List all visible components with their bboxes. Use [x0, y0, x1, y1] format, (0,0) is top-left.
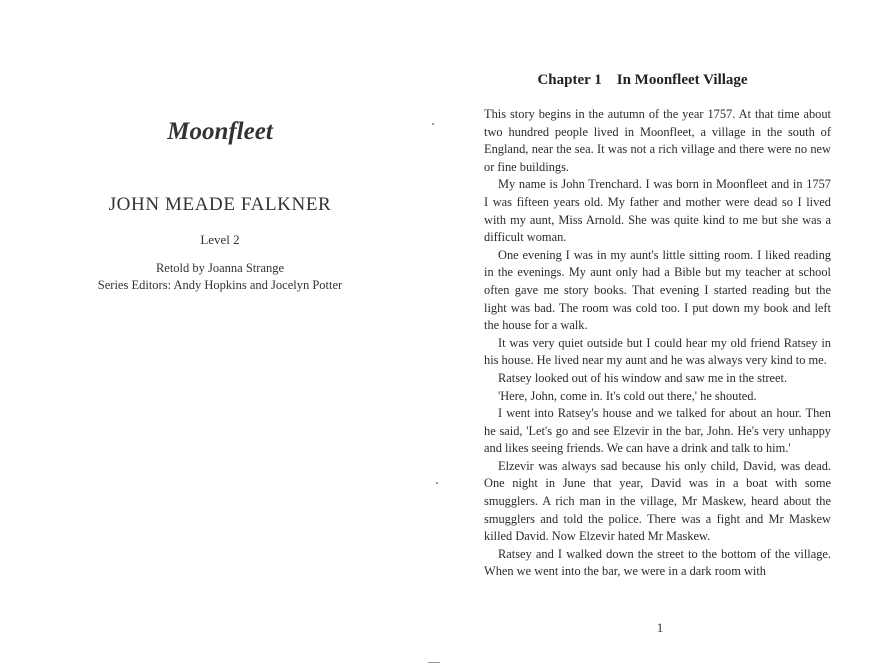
scan-speck: [432, 123, 434, 125]
scan-speck: [436, 482, 438, 484]
paragraph: I went into Ratsey's house and we talked for about an hour. Then he said, 'Let's go and see Elzevir in the bar, John. He's very unhappy and likes seeing friends. We can have a drink and talk to him.': [484, 406, 831, 456]
paragraph: One evening I was in my aunt's little sitting room. I liked reading in the evenings. My aunt only had a Bible but my teacher at school often gave me story books. That evening I started reading but the light was bad. The room was cold too. I put down my book and left the house for a walk.: [484, 247, 831, 333]
paragraph: 'Here, John, come in. It's cold out there,' he shouted.: [498, 388, 757, 403]
series-editors: Series Editors: Andy Hopkins and Jocelyn Potter: [97, 278, 343, 292]
chapter-body: [484, 106, 831, 581]
book-author: JOHN MEADE FALKNER: [108, 194, 332, 215]
retold-by: Retold by Joanna Strange: [155, 261, 285, 275]
reading-level: Level 2: [200, 232, 240, 247]
paragraph: Ratsey and I walked down the street to the bottom of the village. When we went into the bar, we were in a dark room with: [484, 546, 831, 579]
book-title: Moonfleet: [167, 118, 273, 145]
right-page: [440, 0, 870, 666]
paragraph: Ratsey looked out of his window and saw me in the street.: [498, 370, 788, 385]
scan-speck: [428, 662, 440, 663]
page-number: 1: [656, 620, 664, 635]
paragraph: This story begins in the autumn of the year 1757. At that time about two hundred people lived in Moonfleet, a village in the south of England, near the sea. It was not a rich village and there were no new or fine buildings.: [484, 107, 831, 174]
paragraph: My name is John Trenchard. I was born in Moonfleet and in 1757 I was fifteen years old. My father and mother were dead so I lived with my aunt, Miss Arnold. She was quite kind to me but she was a difficult woman.: [484, 177, 831, 245]
chapter-heading: Chapter 1 In Moonfleet Village: [537, 72, 748, 88]
paragraph: Elzevir was always sad because his only child, David, was dead. One night in June that year, David was in a boat with some smugglers. A rich man in the village, Mr Maskew, heard about the smugglers and told the police. There was a fight and Mr Maskew killed David. Now Elzevir hated Mr Maskew.: [484, 458, 831, 544]
paragraph: It was very quiet outside but I could hear my old friend Ratsey in his house. He lived near my aunt and he was always very kind to me.: [484, 335, 831, 368]
credits: [0, 260, 440, 294]
